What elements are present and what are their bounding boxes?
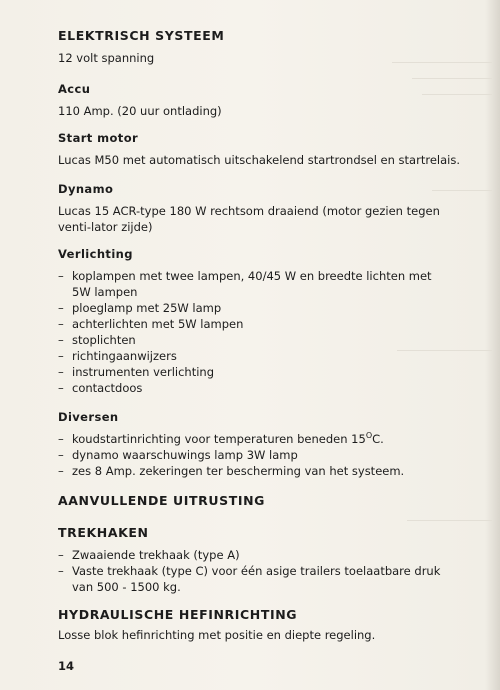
dash-mark: –	[58, 564, 64, 578]
section-starter	[58, 130, 468, 168]
list-item	[58, 463, 468, 479]
section-title-starter: Start motor	[58, 131, 139, 145]
section-dynamo	[58, 181, 468, 235]
list-item	[58, 380, 438, 396]
list-item	[58, 348, 438, 364]
list-item	[58, 268, 438, 300]
list-item-text: dynamo waarschuwings lamp 3W lamp	[72, 448, 298, 462]
dash-mark: –	[58, 349, 64, 363]
section-title-battery: Accu	[58, 82, 91, 96]
dash-mark: –	[58, 365, 64, 379]
section-title-additional: AANVULLENDE UITRUSTING	[58, 493, 266, 508]
section-title-lighting: Verlichting	[58, 247, 133, 261]
list-item	[58, 300, 438, 316]
dash-mark: –	[58, 333, 64, 347]
list-item	[58, 431, 468, 447]
misc-list	[58, 431, 468, 479]
lighting-list	[58, 268, 438, 396]
dash-mark: –	[58, 548, 64, 562]
list-item	[58, 332, 438, 348]
dash-mark: –	[58, 269, 64, 283]
list-item-text-suffix: C.	[372, 432, 384, 446]
section-hitches	[58, 525, 468, 595]
section-additional-equipment	[58, 493, 468, 509]
list-item-text: koplampen met twee lampen, 40/45 W en breedte lichten met 5W lampen	[72, 269, 432, 299]
list-item-text: ploeglamp met 25W lamp	[72, 301, 222, 315]
hydraulic-text: Losse blok hefinrichting met positie en diepte regeling.	[58, 628, 376, 642]
dynamo-text: Lucas 15 ACR-type 180 W rechtsom draaiend (motor gezien tegen venti-lator zijde)	[58, 204, 440, 234]
dash-mark: –	[58, 317, 64, 331]
list-item-text: Vaste trekhaak (type C) voor één asige trailers toelaatbare druk van 500 - 1500 kg.	[72, 564, 441, 594]
hitches-list	[58, 547, 448, 595]
list-item	[58, 563, 448, 595]
section-title-dynamo: Dynamo	[58, 182, 114, 196]
list-item-text: achterlichten met 5W lampen	[72, 317, 244, 331]
list-item-text: Zwaaiende trekhaak (type A)	[72, 548, 240, 562]
list-item-text: koudstartinrichting voor temperaturen beneden 15	[72, 432, 366, 446]
section-electrical-system	[58, 28, 468, 66]
list-item	[58, 316, 438, 332]
dash-mark: –	[58, 464, 64, 478]
list-item-text: zes 8 Amp. zekeringen ter bescherming van het systeem.	[72, 464, 405, 478]
section-title-hitches: TREKHAKEN	[58, 525, 149, 540]
dash-mark: –	[58, 301, 64, 315]
section-hydraulic-lift	[58, 607, 468, 643]
page-content	[58, 28, 468, 643]
dash-mark: –	[58, 432, 64, 446]
list-item-text: contactdoos	[72, 381, 143, 395]
dash-mark: –	[58, 381, 64, 395]
page-number: 14	[58, 659, 75, 673]
degree-superscript: O	[365, 431, 373, 441]
list-item-text: instrumenten verlichting	[72, 365, 214, 379]
section-title-electrical: ELEKTRISCH SYSTEEM	[58, 28, 225, 43]
section-misc	[58, 409, 468, 479]
section-battery	[58, 81, 468, 119]
list-item-text: richtingaanwijzers	[72, 349, 177, 363]
list-item	[58, 547, 448, 563]
dash-mark: –	[58, 448, 64, 462]
list-item-text: stoplichten	[72, 333, 136, 347]
section-lighting	[58, 246, 468, 396]
list-item	[58, 364, 438, 380]
battery-text: 110 Amp. (20 uur ontlading)	[58, 104, 222, 118]
list-item	[58, 447, 468, 463]
section-title-misc: Diversen	[58, 410, 119, 424]
electrical-voltage-text: 12 volt spanning	[58, 51, 155, 65]
starter-text: Lucas M50 met automatisch uitschakelend startrondsel en startrelais.	[58, 153, 460, 167]
section-title-hydraulic: HYDRAULISCHE HEFINRICHTING	[58, 607, 298, 622]
